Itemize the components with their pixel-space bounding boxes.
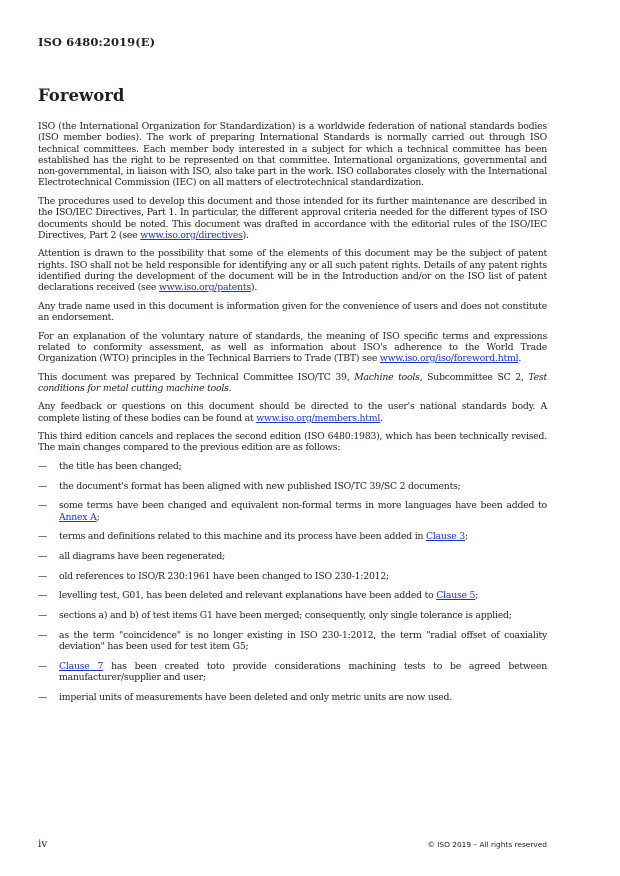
list-item-text: the title has been changed; [59, 460, 182, 472]
patents-link[interactable]: www.iso.org/patents [158, 282, 251, 294]
list-dash: — [38, 500, 48, 512]
list-dash: — [38, 660, 48, 672]
paragraph-iso-intro: ISO (the International Organization for Standardization) is a worldwide federation of national standards bodies (ISO member bodies). The work of preparing International Standards is normally carried out through ISO technical committees. Each member body interested in a subject for which a technical committee has been established has the right to be represented on that committee. International organizations, governmental and non-governmental, in liaison with ISO, also take part in the work. ISO collaborates closely with the International Electrotechnical Commission (IEC) on all matters of electrotechnical standardization. [38, 121, 547, 189]
list-item-text: the document's format has been aligned with new published ISO/TC 39/SC 2 documents; [59, 480, 461, 492]
subcommittee-name: Test conditions for metal cutting machine tools [38, 371, 547, 394]
paragraph-end: . [228, 382, 232, 394]
list-dash: — [38, 610, 48, 622]
list-item [38, 590, 547, 601]
list-item [38, 461, 547, 472]
committee-name: Machine tools [354, 371, 420, 383]
list-item [38, 630, 547, 653]
paragraph-voluntary-nature [38, 331, 547, 365]
list-item [38, 551, 547, 562]
item-text: terms and definitions related to this machine and its process have been added in [59, 531, 426, 543]
page-number: iv [38, 838, 48, 850]
list-item-text [59, 531, 547, 542]
item-end: ; [475, 590, 479, 602]
page-title: Foreword [38, 86, 125, 105]
document-identifier: ISO 6480:2019(E) [38, 35, 156, 49]
list-item-text [59, 661, 547, 684]
list-item [38, 571, 547, 582]
annex-a-link[interactable]: Annex A [59, 511, 97, 523]
paragraph-text: For an explanation of the voluntary nature of standards, the meaning of ISO specific terms and expressions related to conformity assessment, as well as information about ISO's adherence to the World Trade Organization (WTO) principles in the Technical Barriers to Trade (TBT) see [38, 330, 547, 365]
list-dash: — [38, 629, 48, 641]
item-text: some terms have been changed and equivalent non-formal terms in more languages have been added to [59, 500, 547, 512]
paragraph-text: Any feedback or questions on this document should be directed to the user's national standards body. A complete listing of these bodies can be found at [38, 401, 547, 424]
foreword-body [38, 121, 547, 711]
clause-3-link[interactable]: Clause 3 [425, 531, 465, 543]
paragraph-patents [38, 248, 547, 293]
list-item-text: sections a) and b) of test items G1 have been merged; consequently, only single tolerance is applied; [59, 610, 512, 622]
list-item-text: as the term "coincidence" is no longer existing in ISO 230-1:2012, the term "radial offset of coaxiality deviation" has been used for test item G5; [59, 629, 547, 653]
paragraph-end: . [518, 353, 522, 365]
paragraph-text: This document was prepared by Technical Committee ISO/TC 39, [38, 371, 355, 383]
list-item [38, 692, 547, 703]
paragraph-edition: This third edition cancels and replaces the second edition (ISO 6480:1983), which has been technically revised. The main changes compared to the previous edition are as follows: [38, 431, 547, 454]
directives-link[interactable]: www.iso.org/directives [140, 229, 243, 241]
list-dash: — [38, 531, 48, 543]
members-link[interactable]: www.iso.org/members.html [256, 412, 381, 424]
paragraph-end: . [380, 412, 383, 424]
changes-list [38, 461, 547, 703]
item-text: levelling test, G01, has been deleted and relevant explanations have been added to [59, 590, 437, 602]
list-item [38, 500, 547, 523]
copyright-notice: © ISO 2019 – All rights reserved [427, 840, 547, 849]
list-item [38, 481, 547, 492]
paragraph-end: ). [250, 282, 258, 294]
item-end: ; [464, 531, 468, 543]
foreword-info-link[interactable]: www.iso.org/iso/foreword.html [379, 353, 519, 365]
paragraph-procedures [38, 196, 547, 241]
list-dash: — [38, 480, 48, 492]
paragraph-text: , Subcommittee SC 2, [419, 371, 529, 383]
list-dash: — [38, 460, 48, 472]
list-item-text: all diagrams have been regenerated; [59, 550, 226, 562]
paragraph-trade-name: Any trade name used in this document is information given for the convenience of users and does not constitute an endorsement. [38, 300, 547, 324]
paragraph-end: ). [242, 229, 249, 241]
list-dash: — [38, 550, 48, 562]
list-item-text [59, 590, 547, 601]
list-dash: — [38, 570, 48, 582]
list-item-text [59, 500, 547, 523]
list-item-text: old references to ISO/R 230:1961 have been changed to ISO 230-1:2012; [59, 570, 389, 582]
list-item [38, 661, 547, 684]
list-dash: — [38, 691, 48, 703]
clause-5-link[interactable]: Clause 5 [436, 590, 476, 602]
item-text: has been created toto provide considerations machining tests to be agreed between manufacturer/supplier and user; [59, 660, 547, 683]
paragraph-feedback [38, 401, 547, 424]
list-item [38, 610, 547, 621]
item-end: ; [96, 511, 100, 523]
clause-7-link[interactable]: Clause 7 [59, 660, 104, 672]
list-item [38, 531, 547, 542]
paragraph-text: Attention is drawn to the possibility that some of the elements of this document may be the subject of patent rights. ISO shall not be held responsible for identifying any or all such patent rights. Details of any patent rights identified during the development of the document will be in the Introduction and/or on the ISO list of patent declarations received (see [38, 248, 547, 294]
paragraph-text: The procedures used to develop this document and those intended for its further maintenance are described in the ISO/IEC Directives, Part 1. In particular, the different approval criteria needed for the different types of ISO documents should be noted. This document was drafted in accordance with the editorial rules of the ISO/IEC Directives, Part 2 (see [38, 195, 547, 241]
paragraph-committee [38, 372, 547, 395]
list-dash: — [38, 590, 48, 602]
list-item-text: imperial units of measurements have been deleted and only metric units are now used. [59, 691, 452, 703]
